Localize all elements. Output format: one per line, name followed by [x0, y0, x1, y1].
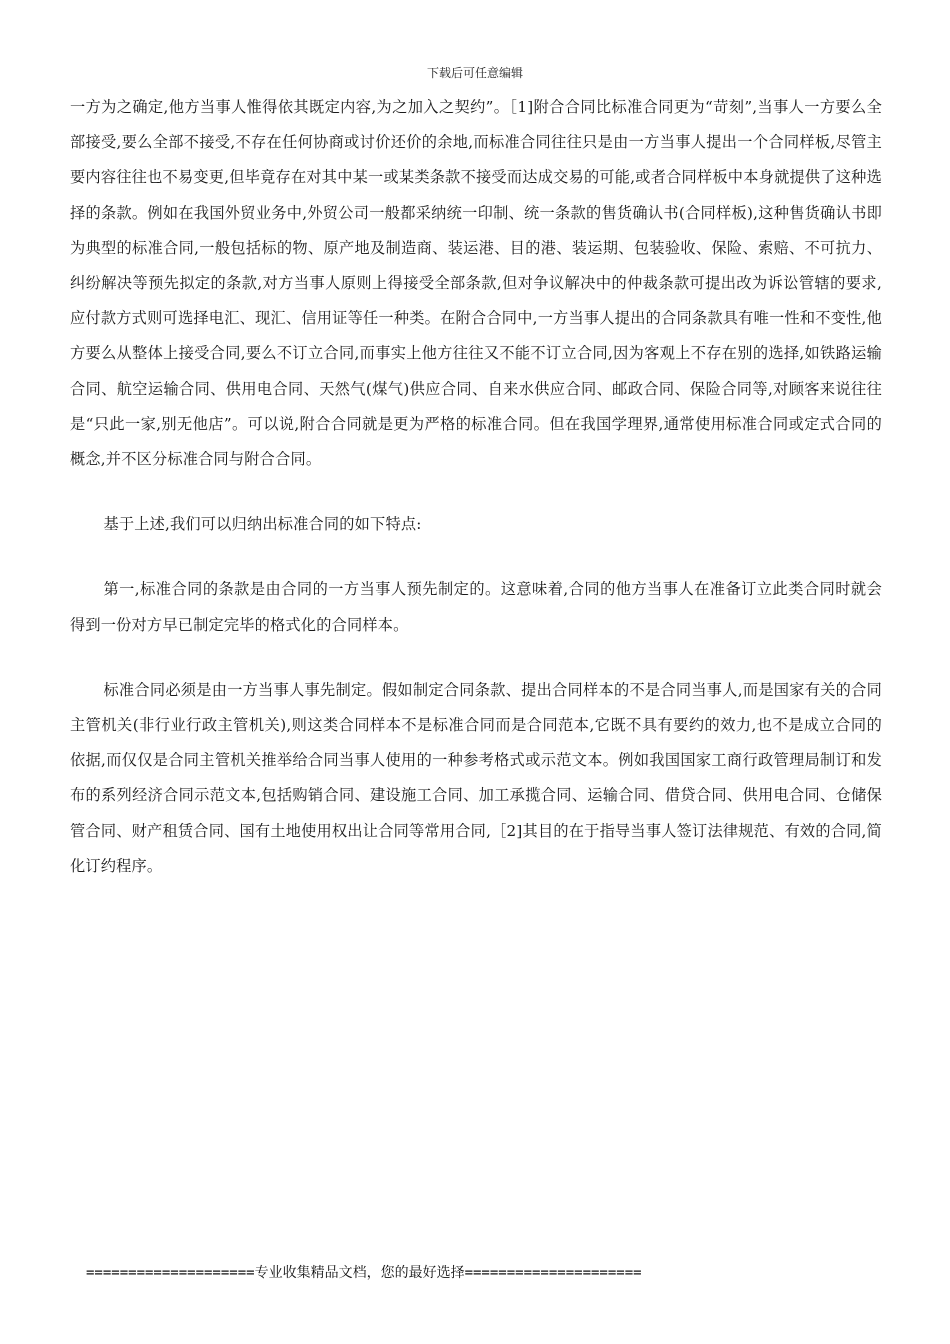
paragraph-continuation: 一方为之确定,他方当事人惟得依其既定内容,为之加入之契约”。［1]附合合同比标准合同更为“苛刻”,当事人一方要么全部接受,要么全部不接受,不存在任何协商或讨价还价的余地,而标准合同往往只是由一方当事人提出一个合同样板,尽管主要内容往往也不易变更,但毕竟存在对其中某一或某类条款不接受而达成交易的可能,或者合同样板中本身就提供了这种选择的条款。例如在我国外贸业务中,外贸公司一般都采纳统一印制、统一条款的售货确认书(合同样板),这种售货确认书即为典型的标准合同,一般包括标的物、原产地及制造商、装运港、目的港、装运期、包装验收、保险、索赔、不可抗力、纠纷解决等预先拟定的条款,对方当事人原则上得接受全部条款,但对争议解决中的仲裁条款可提出改为诉讼管辖的要求,应付款方式则可选择电汇、现汇、信用证等任一种类。在附合合同中,一方当事人提出的合同条款具有唯一性和不变性,他方要么从整体上接受合同,要么不订立合同,而事实上他方往往又不能不订立合同,因为客观上不存在别的选择,如铁路运输合同、航空运输合同、供用电合同、天然气(煤气)供应合同、自来水供应合同、邮政合同、保险合同等,对顾客来说往往是“只此一家,别无他店”。可以说,附合合同就是更为严格的标准合同。但在我国学理界,通常使用标准合同或定式合同的概念,并不区分标准合同与附合合同。 [70, 98, 882, 469]
paragraph-feature-detail: 标准合同必须是由一方当事人事先制定。假如制定合同条款、提出合同样本的不是合同当事人,而是国家有关的合同主管机关(非行业行政主管机关),则这类合同样本不是标准合同而是合同范本,它既不具有要约的效力,也不是成立合同的依据,而仅仅是合同主管机关推举给合同当事人使用的一种参考格式或示范文本。例如我国国家工商行政管理局制订和发布的系列经济合同示范文本,包括购销合同、建设施工合同、加工承揽合同、运输合同、借贷合同、供用电合同、仓储保管合同、财产租赁合同、国有土地使用权出让合同等常用合同,［2]其目的在于指导当事人签订法律规范、有效的合同,简化订约程序。 [70, 680, 882, 875]
paragraph-gap [70, 477, 882, 507]
footer-banner: ====================专业收集精品文档，您的最好选择===================== [86, 1265, 642, 1281]
document-body [70, 90, 882, 884]
paragraph-gap [70, 643, 882, 673]
paragraph-feature-one: 第一,标准合同的条款是由合同的一方当事人预先制定的。这意味着,合同的他方当事人在准备订立此类合同时就会得到一份对方早已制定完毕的格式化的合同样本。 [70, 580, 882, 634]
paragraph-summary-intro: 基于上述,我们可以归纳出标准合同的如下特点: [103, 515, 422, 534]
paragraph-gap [70, 542, 882, 572]
header-note: 下载后可任意编辑 [426, 66, 523, 80]
